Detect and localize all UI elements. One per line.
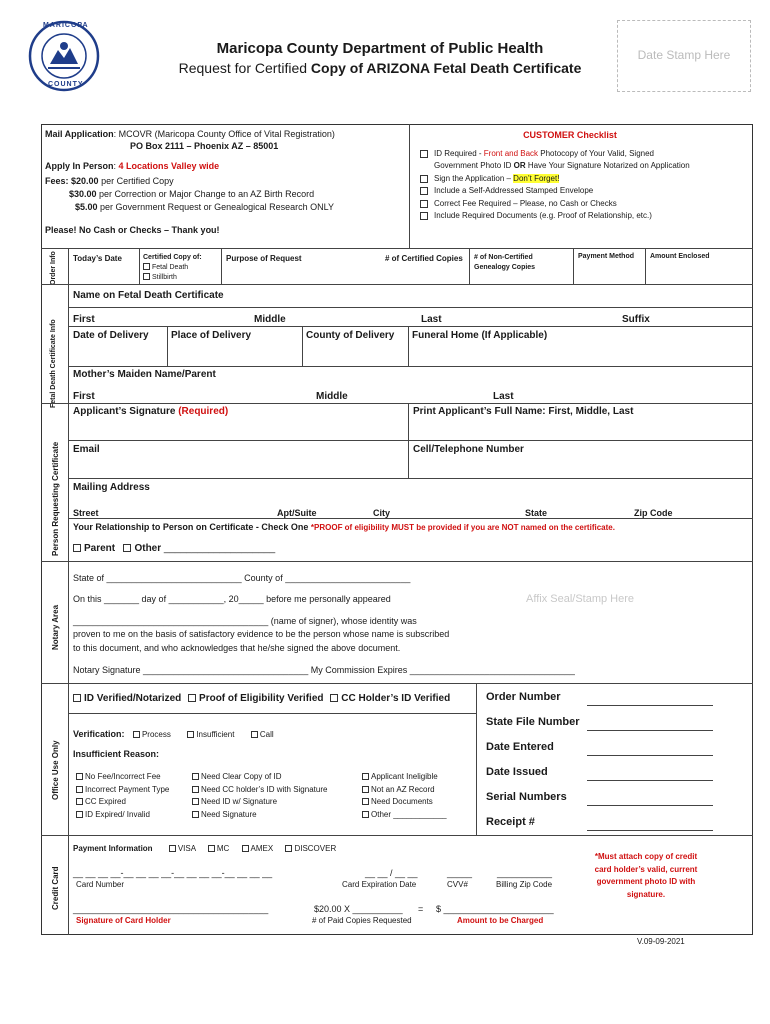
id-verified-checkbox[interactable] — [73, 694, 81, 702]
in-person-label: Apply In Person — [45, 161, 114, 171]
side-label-fetal-info: Fetal Death Certificate Info — [50, 319, 57, 408]
state-label: State — [525, 508, 548, 518]
mother-first-label: First — [73, 391, 95, 402]
side-label-credit-card: Credit Card — [51, 866, 60, 910]
item1-text-b: Photocopy of Your Valid, Signed Government Photo ID — [434, 148, 654, 170]
checklist-item3: Include a Self-Addressed Stamped Envelope — [434, 186, 594, 195]
payment-info-row — [73, 844, 336, 853]
num-noncertified-label: # of Non-Certified Genealogy Copies — [474, 254, 536, 271]
mc-label: MC — [216, 844, 230, 853]
other-checkbox[interactable] — [123, 544, 131, 552]
insufficient-label: Insufficient — [196, 730, 235, 739]
item1-text-a: ID Required - — [434, 148, 484, 158]
fees-label: Fees: — [45, 176, 69, 186]
reason-payment-type: Incorrect Payment Type — [85, 784, 170, 794]
relationship-label — [73, 522, 615, 532]
reason-need-docs-checkbox[interactable] — [362, 798, 369, 805]
date-entered-label: Date Entered — [486, 741, 554, 753]
id-verified-label: ID Verified/Notarized — [84, 693, 182, 704]
reason-need-docs: Need Documents — [371, 797, 433, 807]
subtitle-bold: Copy of ARIZONA Fetal Death Certificate — [310, 60, 582, 76]
credit-card-note: *Must attach copy of credit card holder’s valid, current government photo ID with signature. — [594, 852, 698, 899]
mail-section: Mail Application: MCOVR (Maricopa County Office of Vital Registration) PO Box 2111 – Phoenix AZ – 85001 Apply In Person: 4 Locations Valley wide Fees: $20.00 per Certified Copy $30.00 per Correction or Major Change to an AZ Birth Record $5.00 per Government Request or Genealogical Research ONLY Please! No Cash or Checks – Thank you! — [45, 129, 405, 235]
email-label: Email — [73, 444, 100, 455]
amex-checkbox[interactable] — [242, 845, 249, 852]
reason-need-signature: Need Signature — [201, 809, 257, 819]
county-delivery-label: County of Delivery — [306, 330, 395, 341]
process-checkbox[interactable] — [133, 731, 140, 738]
fetal-death-label: Fetal Death — [152, 264, 189, 271]
fee2-amount: $30.00 — [69, 189, 97, 199]
order-number-line[interactable] — [587, 705, 713, 706]
notary-line-5: to this document, and who acknowledges that he/she signed the above document. — [73, 643, 401, 653]
insufficient-reason-label: Insufficient Reason: — [73, 749, 160, 759]
stillbirth-label: Stillbirth — [152, 274, 177, 281]
mail-text: : MCOVR (Maricopa County Office of Vital Registration) — [113, 129, 335, 139]
discover-label: DISCOVER — [294, 844, 337, 853]
relationship-text: Your Relationship to Person on Certificate - Check One — [73, 522, 309, 532]
page-title: Maricopa County Department of Public Health — [216, 40, 544, 57]
affix-seal-text: Affix Seal/Stamp Here — [526, 593, 635, 605]
side-label-office-use: Office Use Only — [51, 740, 60, 800]
certified-copy-label: Certified Copy of: — [143, 254, 202, 261]
checklist-item3-checkbox[interactable] — [420, 187, 428, 195]
date-stamp-box — [617, 20, 751, 92]
no-cash-notice: Please! No Cash or Checks – Thank you! — [45, 225, 220, 235]
cardholder-signature-line[interactable]: _______________________________________ — [73, 904, 269, 914]
fee1-text: per Certified Copy — [101, 176, 174, 186]
last-name-label: Last — [421, 314, 442, 325]
proof-eligibility-checkbox[interactable] — [188, 694, 196, 702]
reason-need-signature-checkbox[interactable] — [192, 811, 199, 818]
item1-text-red: Front and Back — [483, 148, 539, 158]
seal-bottom-text: COUNTY — [48, 81, 84, 88]
fetal-death-checkbox[interactable] — [143, 263, 150, 270]
proof-text: *PROOF of eligibility MUST be provided if you are NOT named on the certificate. — [310, 523, 615, 532]
proof-eligibility-label: Proof of Eligibility Verified — [199, 693, 324, 704]
mail-po-box: PO Box 2111 – Phoenix AZ – 85001 — [130, 141, 279, 151]
suffix-label: Suffix — [622, 314, 650, 325]
reason-clear-id-checkbox[interactable] — [192, 773, 199, 780]
side-label-person-requesting: Person Requesting Certificate — [51, 441, 60, 556]
item2-text: Sign the Application – — [434, 173, 514, 183]
state-file-line[interactable] — [587, 730, 713, 731]
billing-zip-label: Billing Zip Code — [496, 880, 553, 889]
receipt-label: Receipt # — [486, 816, 535, 828]
fee3-text: per Government Request or Genealogical Research ONLY — [100, 202, 334, 212]
card-number-label: Card Number — [76, 880, 125, 889]
cc-id-label: CC Holder’s ID Verified — [341, 693, 451, 704]
fee3-amount: $5.00 — [75, 202, 98, 212]
reason-cc-expired-checkbox[interactable] — [76, 798, 83, 805]
verification-row — [73, 724, 274, 742]
city-label: City — [373, 508, 391, 518]
funeral-home-label: Funeral Home (If Applicable) — [412, 330, 548, 341]
paid-copies-label: # of Paid Copies Requested — [312, 916, 412, 925]
card-number-line[interactable]: __ __ __ __-__ __ __ __-__ __ __ __-__ __ __ __ — [73, 868, 273, 878]
middle-name-label: Middle — [254, 314, 286, 325]
street-label: Street — [73, 508, 99, 518]
state-file-label: State File Number — [486, 716, 580, 728]
date-issued-line[interactable] — [587, 780, 713, 781]
cardholder-signature-label: Signature of Card Holder — [76, 916, 171, 925]
first-name-label: First — [73, 314, 95, 325]
mc-checkbox[interactable] — [208, 845, 215, 852]
checklist-item1 — [434, 148, 690, 173]
reason-cc-holder-id-checkbox[interactable] — [192, 786, 199, 793]
num-certified-label: # of Certified Copies — [385, 254, 463, 263]
version-label: V.09-09-2021 — [637, 937, 685, 946]
parent-label: Parent — [84, 543, 116, 554]
reason-other: Other ____________ — [371, 809, 447, 819]
mailing-address-label: Mailing Address — [73, 482, 150, 493]
office-verify-row — [73, 693, 450, 704]
required-text: (Required) — [178, 406, 229, 417]
payment-method-label: Payment Method — [578, 253, 635, 260]
reason-payment-type-checkbox[interactable] — [76, 786, 83, 793]
copies-line[interactable]: $20.00 X __________ — [314, 904, 403, 914]
reason-clear-id: Need Clear Copy of ID — [201, 772, 282, 781]
mother-middle-label: Middle — [316, 391, 348, 402]
reasons-col3 — [362, 771, 447, 821]
checklist-item4-checkbox[interactable] — [420, 200, 428, 208]
notary-line-4: proven to me on the basis of satisfactory evidence to be the person whose name is subscribed — [73, 629, 450, 639]
reason-cc-expired: CC Expired — [85, 797, 126, 807]
notary-line-6: Notary Signature _________________________________ My Commission Expires _________________________________ — [73, 665, 575, 675]
amount-charged-label: Amount to be Charged — [457, 916, 544, 925]
payment-info-label: Payment Information — [73, 844, 153, 853]
call-label: Call — [259, 730, 274, 739]
date-entered-line[interactable] — [587, 755, 713, 756]
mother-last-label: Last — [493, 391, 514, 402]
relationship-options — [73, 543, 275, 554]
date-issued-label: Date Issued — [486, 766, 548, 778]
mail-label: Mail Application — [45, 129, 114, 139]
reason-id-expired-checkbox[interactable] — [76, 811, 83, 818]
reason-id-expired: ID Expired/ Invalid — [85, 809, 150, 819]
stillbirth-checkbox[interactable] — [143, 273, 150, 280]
side-label-order-info: Order Info — [50, 251, 57, 285]
reason-cc-holder-id: Need CC holder’s ID with Signature — [201, 784, 328, 794]
expiration-label: Card Expiration Date — [342, 880, 417, 889]
receipt-line[interactable] — [587, 830, 713, 831]
mother-name-label: Mother’s Maiden Name/Parent — [73, 369, 216, 380]
item2-highlight: Don’t Forget! — [513, 173, 560, 183]
serial-numbers-label: Serial Numbers — [486, 791, 567, 803]
notary-line-3: _______________________________________ (name of signer), whose identity was — [73, 616, 417, 626]
reason-id-signature: Need ID w/ Signature — [201, 797, 278, 807]
reason-other-checkbox[interactable] — [362, 811, 369, 818]
reason-not-az: Not an AZ Record — [371, 784, 435, 794]
todays-date-label: Today’s Date — [73, 254, 122, 263]
reason-not-az-checkbox[interactable] — [362, 786, 369, 793]
reason-ineligible: Applicant Ineligible — [371, 772, 438, 781]
fee1-amount: $20.00 — [71, 176, 99, 186]
checklist-item5: Include Required Documents (e.g. Proof of Relationship, etc.) — [434, 211, 652, 220]
reasons-col2 — [192, 771, 327, 821]
in-person-value: 4 Locations Valley wide — [118, 161, 220, 171]
checklist-item4: Correct Fee Required – Please, no Cash or Checks — [434, 198, 617, 208]
order-number-label: Order Number — [486, 691, 561, 703]
process-label: Process — [141, 730, 171, 739]
reason-no-fee: No Fee/Incorrect Fee — [85, 772, 161, 781]
customer-checklist — [420, 129, 690, 223]
equals-sign: = — [418, 904, 424, 914]
fee2-text: per Correction or Major Change to an AZ Birth Record — [99, 189, 315, 199]
cc-id-checkbox[interactable] — [330, 694, 338, 702]
call-checkbox[interactable] — [251, 731, 258, 738]
amount-line[interactable]: $ ______________________ — [436, 904, 554, 914]
place-delivery-label: Place of Delivery — [171, 330, 252, 341]
subtitle-prefix: Request for Certified — [178, 60, 311, 76]
reason-no-fee-checkbox[interactable] — [76, 773, 83, 780]
checklist-item2-checkbox[interactable] — [420, 175, 428, 183]
billing-zip-line[interactable]: ___________ — [497, 868, 553, 878]
fetal-name-label: Name on Fetal Death Certificate — [73, 290, 224, 301]
amex-label: AMEX — [250, 844, 274, 853]
reasons-col1 — [76, 771, 169, 821]
serial-numbers-line[interactable] — [587, 805, 713, 806]
notary-line-1: State of ___________________________ County of _________________________ — [73, 573, 411, 583]
side-label-notary: Notary Area — [51, 604, 60, 650]
visa-label: VISA — [177, 844, 196, 853]
cvv-line[interactable]: _____ — [447, 868, 473, 878]
expiration-line[interactable]: __ __ / __ __ — [365, 868, 418, 878]
date-stamp-text: Date Stamp Here — [637, 48, 731, 62]
item1-text-c: Have Your Signature Notarized on Application — [525, 161, 690, 170]
phone-label: Cell/Telephone Number — [413, 444, 524, 455]
date-delivery-label: Date of Delivery — [73, 330, 149, 341]
apt-label: Apt/Suite — [277, 508, 317, 518]
notary-line-2: On this _______ day of ___________, 20_____ before me personally appeared — [73, 594, 391, 604]
cvv-label: CVV# — [447, 880, 468, 889]
other-label: Other — [134, 543, 162, 554]
discover-checkbox[interactable] — [285, 845, 292, 852]
item1-text-or: OR — [513, 161, 526, 170]
amount-enclosed-label: Amount Enclosed — [650, 253, 710, 260]
parent-checkbox[interactable] — [73, 544, 81, 552]
reason-id-signature-checkbox[interactable] — [192, 798, 199, 805]
insufficient-checkbox[interactable] — [187, 731, 194, 738]
checklist-item1-checkbox[interactable] — [420, 150, 428, 158]
applicant-signature-label — [73, 406, 228, 417]
other-input-line[interactable]: ____________________ — [163, 543, 276, 554]
visa-checkbox[interactable] — [169, 845, 176, 852]
checklist-item5-checkbox[interactable] — [420, 212, 428, 220]
zip-label: Zip Code — [634, 508, 673, 518]
purpose-label: Purpose of Request — [226, 254, 302, 263]
seal-top-text: MARICOPA — [43, 22, 89, 29]
verification-label: Verification: — [73, 729, 125, 739]
reason-ineligible-checkbox[interactable] — [362, 773, 369, 780]
signature-text: Applicant’s Signature — [73, 406, 176, 417]
print-name-label: Print Applicant’s Full Name: First, Middle, Last — [413, 406, 634, 417]
checklist-title: CUSTOMER Checklist — [523, 130, 617, 140]
checklist-item2 — [434, 173, 559, 186]
